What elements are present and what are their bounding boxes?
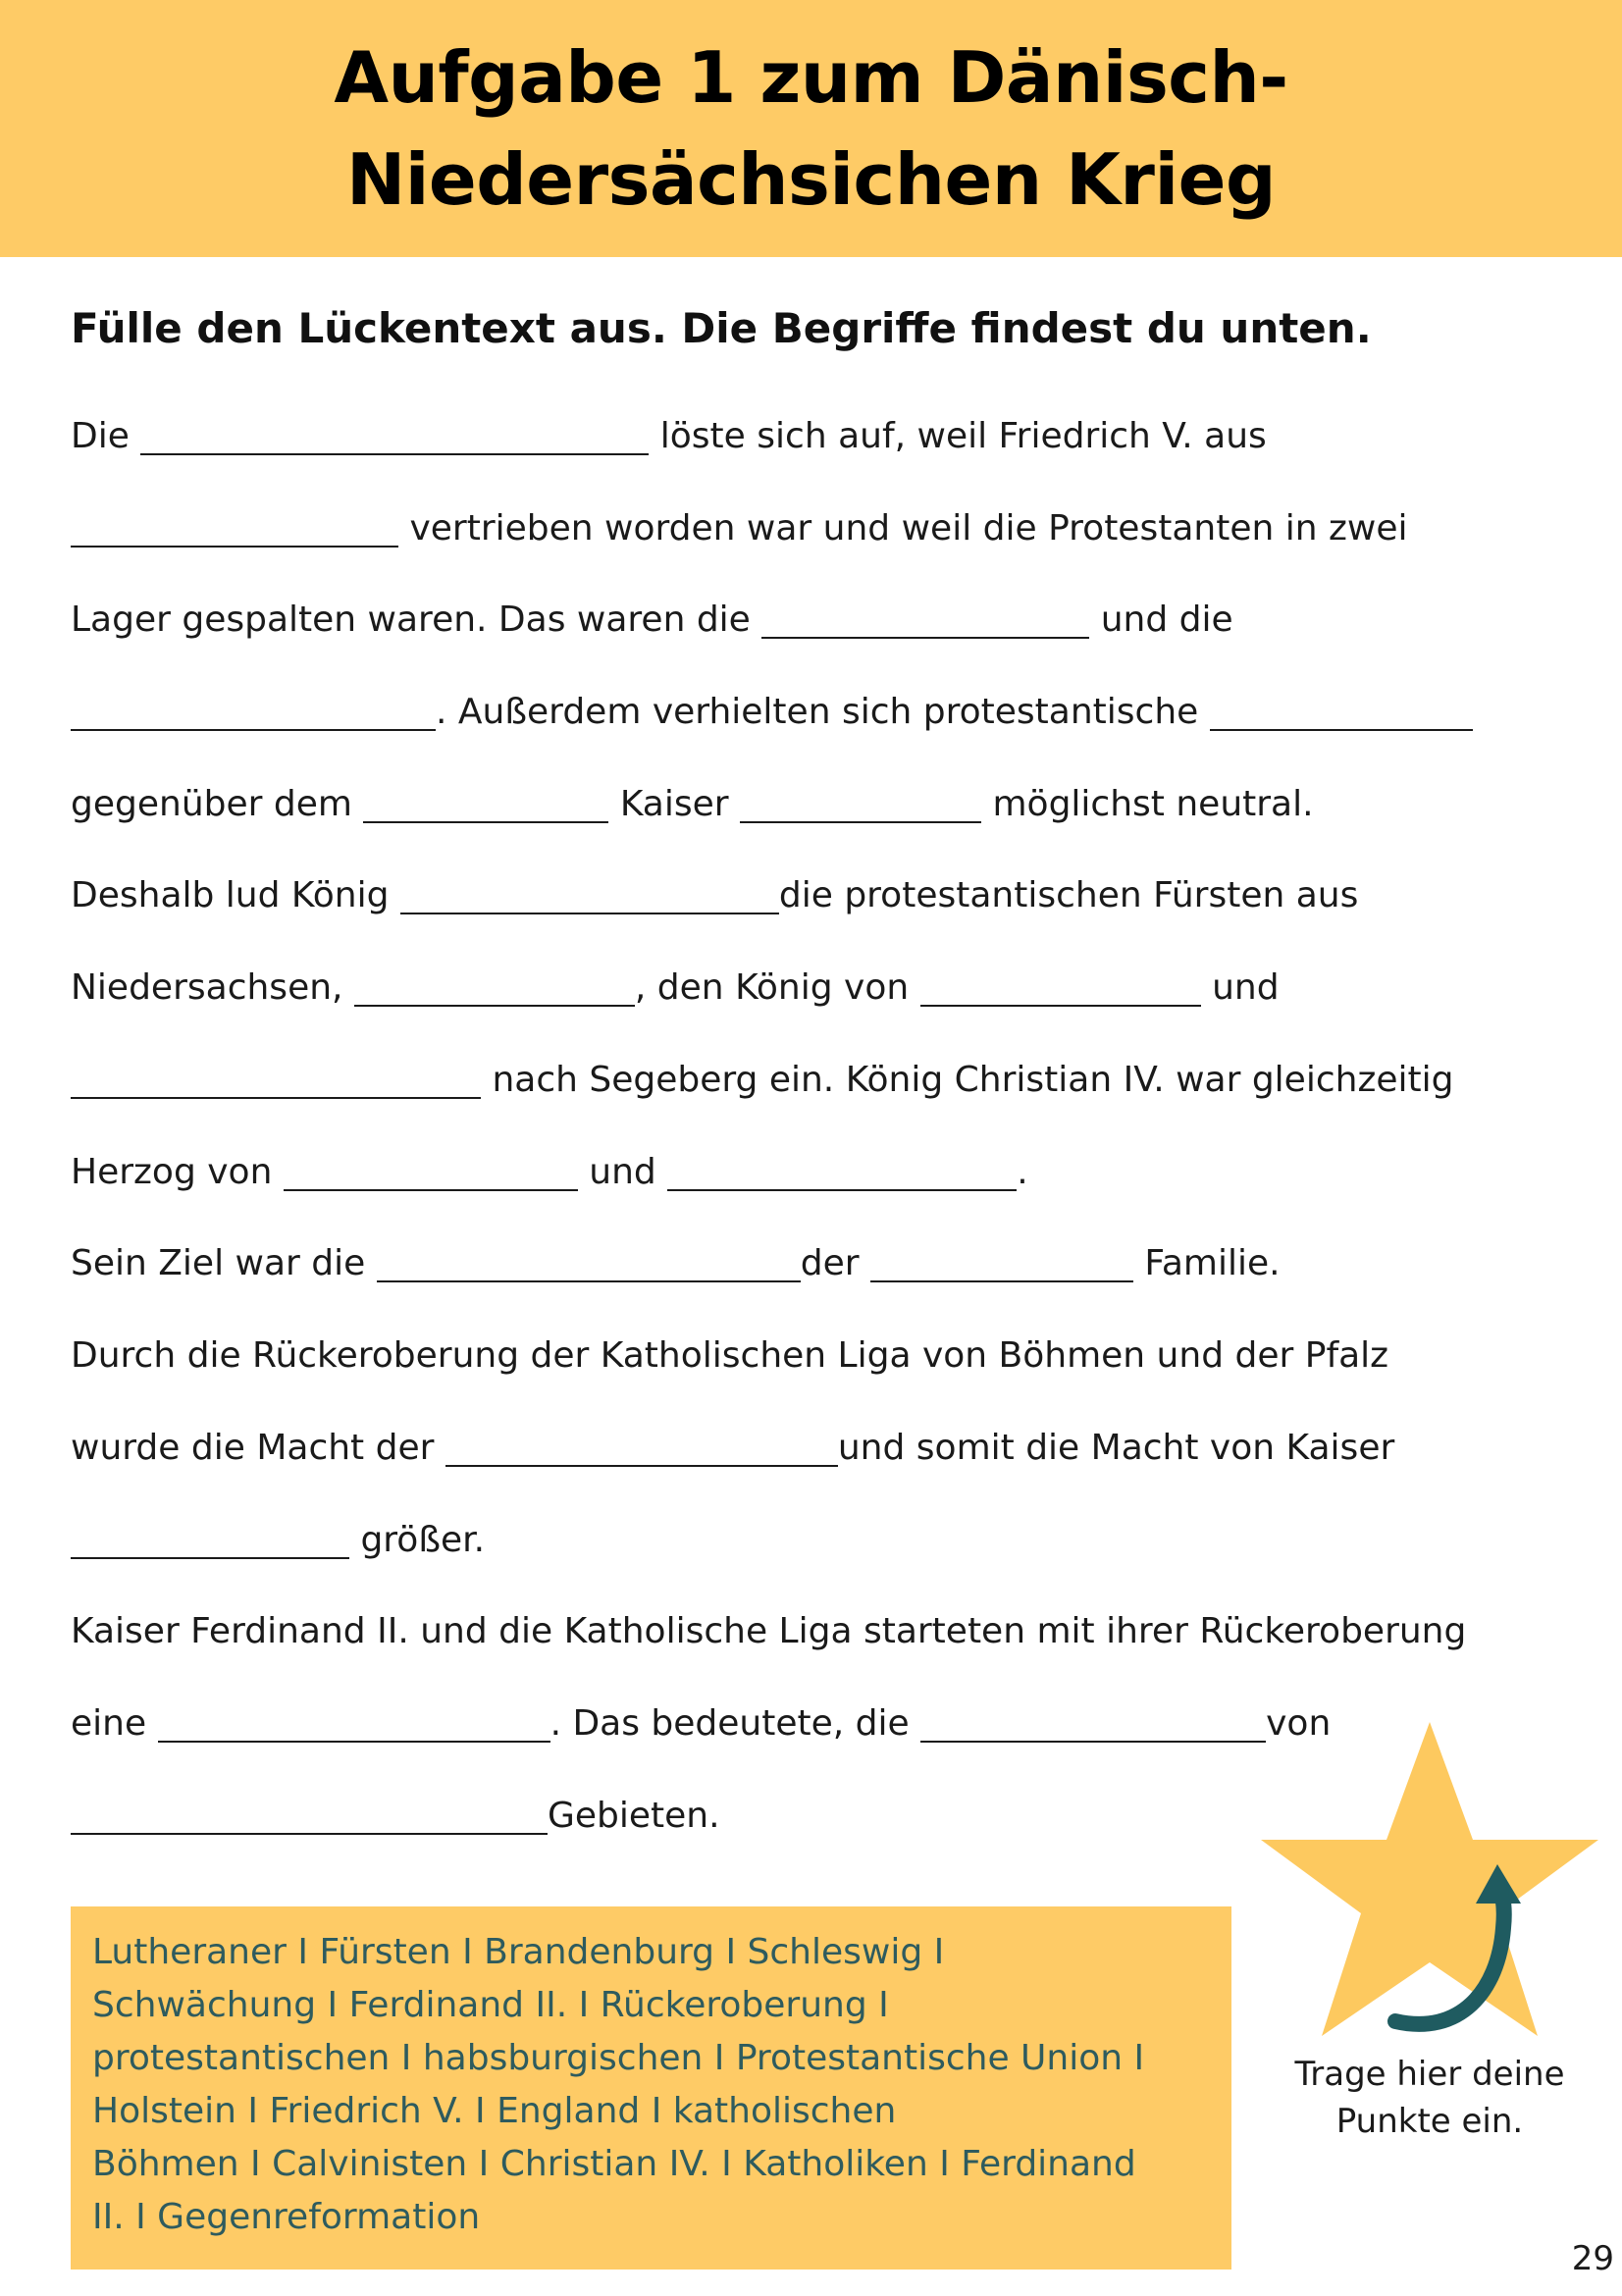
- blank-15[interactable]: [870, 1241, 1133, 1282]
- blank-14[interactable]: [377, 1241, 801, 1282]
- word-bank-line: Lutheraner I Fürsten I Brandenburg I Schleswig I: [92, 1932, 945, 1972]
- blank-17[interactable]: [71, 1518, 349, 1559]
- instruction: Fülle den Lückentext aus. Die Begriffe findest du unten.: [71, 304, 1372, 352]
- blank-11[interactable]: [71, 1058, 481, 1099]
- header-banner: [0, 0, 1622, 257]
- text-line-15: eine . Das bedeutete, die von: [71, 1703, 1332, 1744]
- blank-20[interactable]: [71, 1794, 548, 1835]
- blank-18[interactable]: [158, 1701, 550, 1743]
- blank-7[interactable]: [740, 782, 981, 823]
- text-line-13: größer.: [71, 1516, 485, 1565]
- text-line-2: vertrieben worden war und weil die Protestanten in zwei: [71, 504, 1407, 553]
- word-bank-line: Schwächung I Ferdinand II. I Rückeroberung I: [92, 1985, 889, 2025]
- blank-9[interactable]: [354, 965, 635, 1007]
- text-line-12: wurde die Macht der und somit die Macht von Kaiser: [71, 1428, 1395, 1468]
- blank-13[interactable]: [667, 1150, 1017, 1191]
- title-line-2: Niedersächsichen Krieg: [345, 138, 1276, 221]
- word-bank-line: protestantischen I habsburgischen I Protestantische Union I: [92, 2038, 1145, 2078]
- text-line-9: Herzog von und .: [71, 1152, 1028, 1192]
- blank-8[interactable]: [400, 873, 779, 914]
- blank-19[interactable]: [920, 1701, 1266, 1743]
- text-line-8: nach Segeberg ein. König Christian IV. war gleichzeitig: [71, 1056, 1453, 1105]
- page-number: 29: [1571, 2239, 1614, 2278]
- text-line-10: Sein Ziel war die der Familie.: [71, 1243, 1281, 1283]
- text-line-14: Kaiser Ferdinand II. und die Katholische Liga starteten mit ihrer Rückeroberung: [71, 1611, 1467, 1651]
- text-line-1: Die löste sich auf, weil Friedrich V. aus: [71, 416, 1267, 456]
- blank-5[interactable]: [1210, 690, 1473, 731]
- text-line-16: Gebieten.: [71, 1792, 720, 1841]
- text-line-11: Durch die Rückeroberung der Katholischen Liga von Böhmen und der Pfalz: [71, 1335, 1389, 1376]
- blank-1[interactable]: [140, 414, 649, 455]
- blank-10[interactable]: [920, 965, 1201, 1007]
- blank-2[interactable]: [71, 506, 398, 548]
- star-icon[interactable]: [1258, 1717, 1601, 2041]
- star-shape: [1261, 1722, 1598, 2036]
- text-line-7: Niedersachsen, , den König von und: [71, 967, 1280, 1008]
- text-line-3: Lager gespalten waren. Das waren die und die: [71, 600, 1233, 640]
- blank-4[interactable]: [71, 690, 436, 731]
- text-line-5: gegenüber dem Kaiser möglichst neutral.: [71, 784, 1314, 824]
- blank-16[interactable]: [445, 1426, 838, 1467]
- blank-12[interactable]: [284, 1150, 578, 1191]
- word-bank-line: II. I Gegenreformation: [92, 2197, 481, 2237]
- title-line-1: Aufgabe 1 zum Dänisch-: [334, 36, 1288, 119]
- word-bank: [71, 1906, 1231, 2270]
- word-bank-line: Holstein I Friedrich V. I England I katholischen: [92, 2091, 897, 2131]
- blank-3[interactable]: [761, 598, 1089, 639]
- text-line-4: . Außerdem verhielten sich protestantische: [71, 688, 1473, 737]
- blank-6[interactable]: [363, 782, 608, 823]
- text-line-6: Deshalb lud König die protestantischen Fürsten aus: [71, 875, 1359, 915]
- word-bank-line: Böhmen I Calvinisten I Christian IV. I Katholiken I Ferdinand: [92, 2144, 1136, 2184]
- points-label: Trage hier deine Punkte ein.: [1294, 2055, 1565, 2141]
